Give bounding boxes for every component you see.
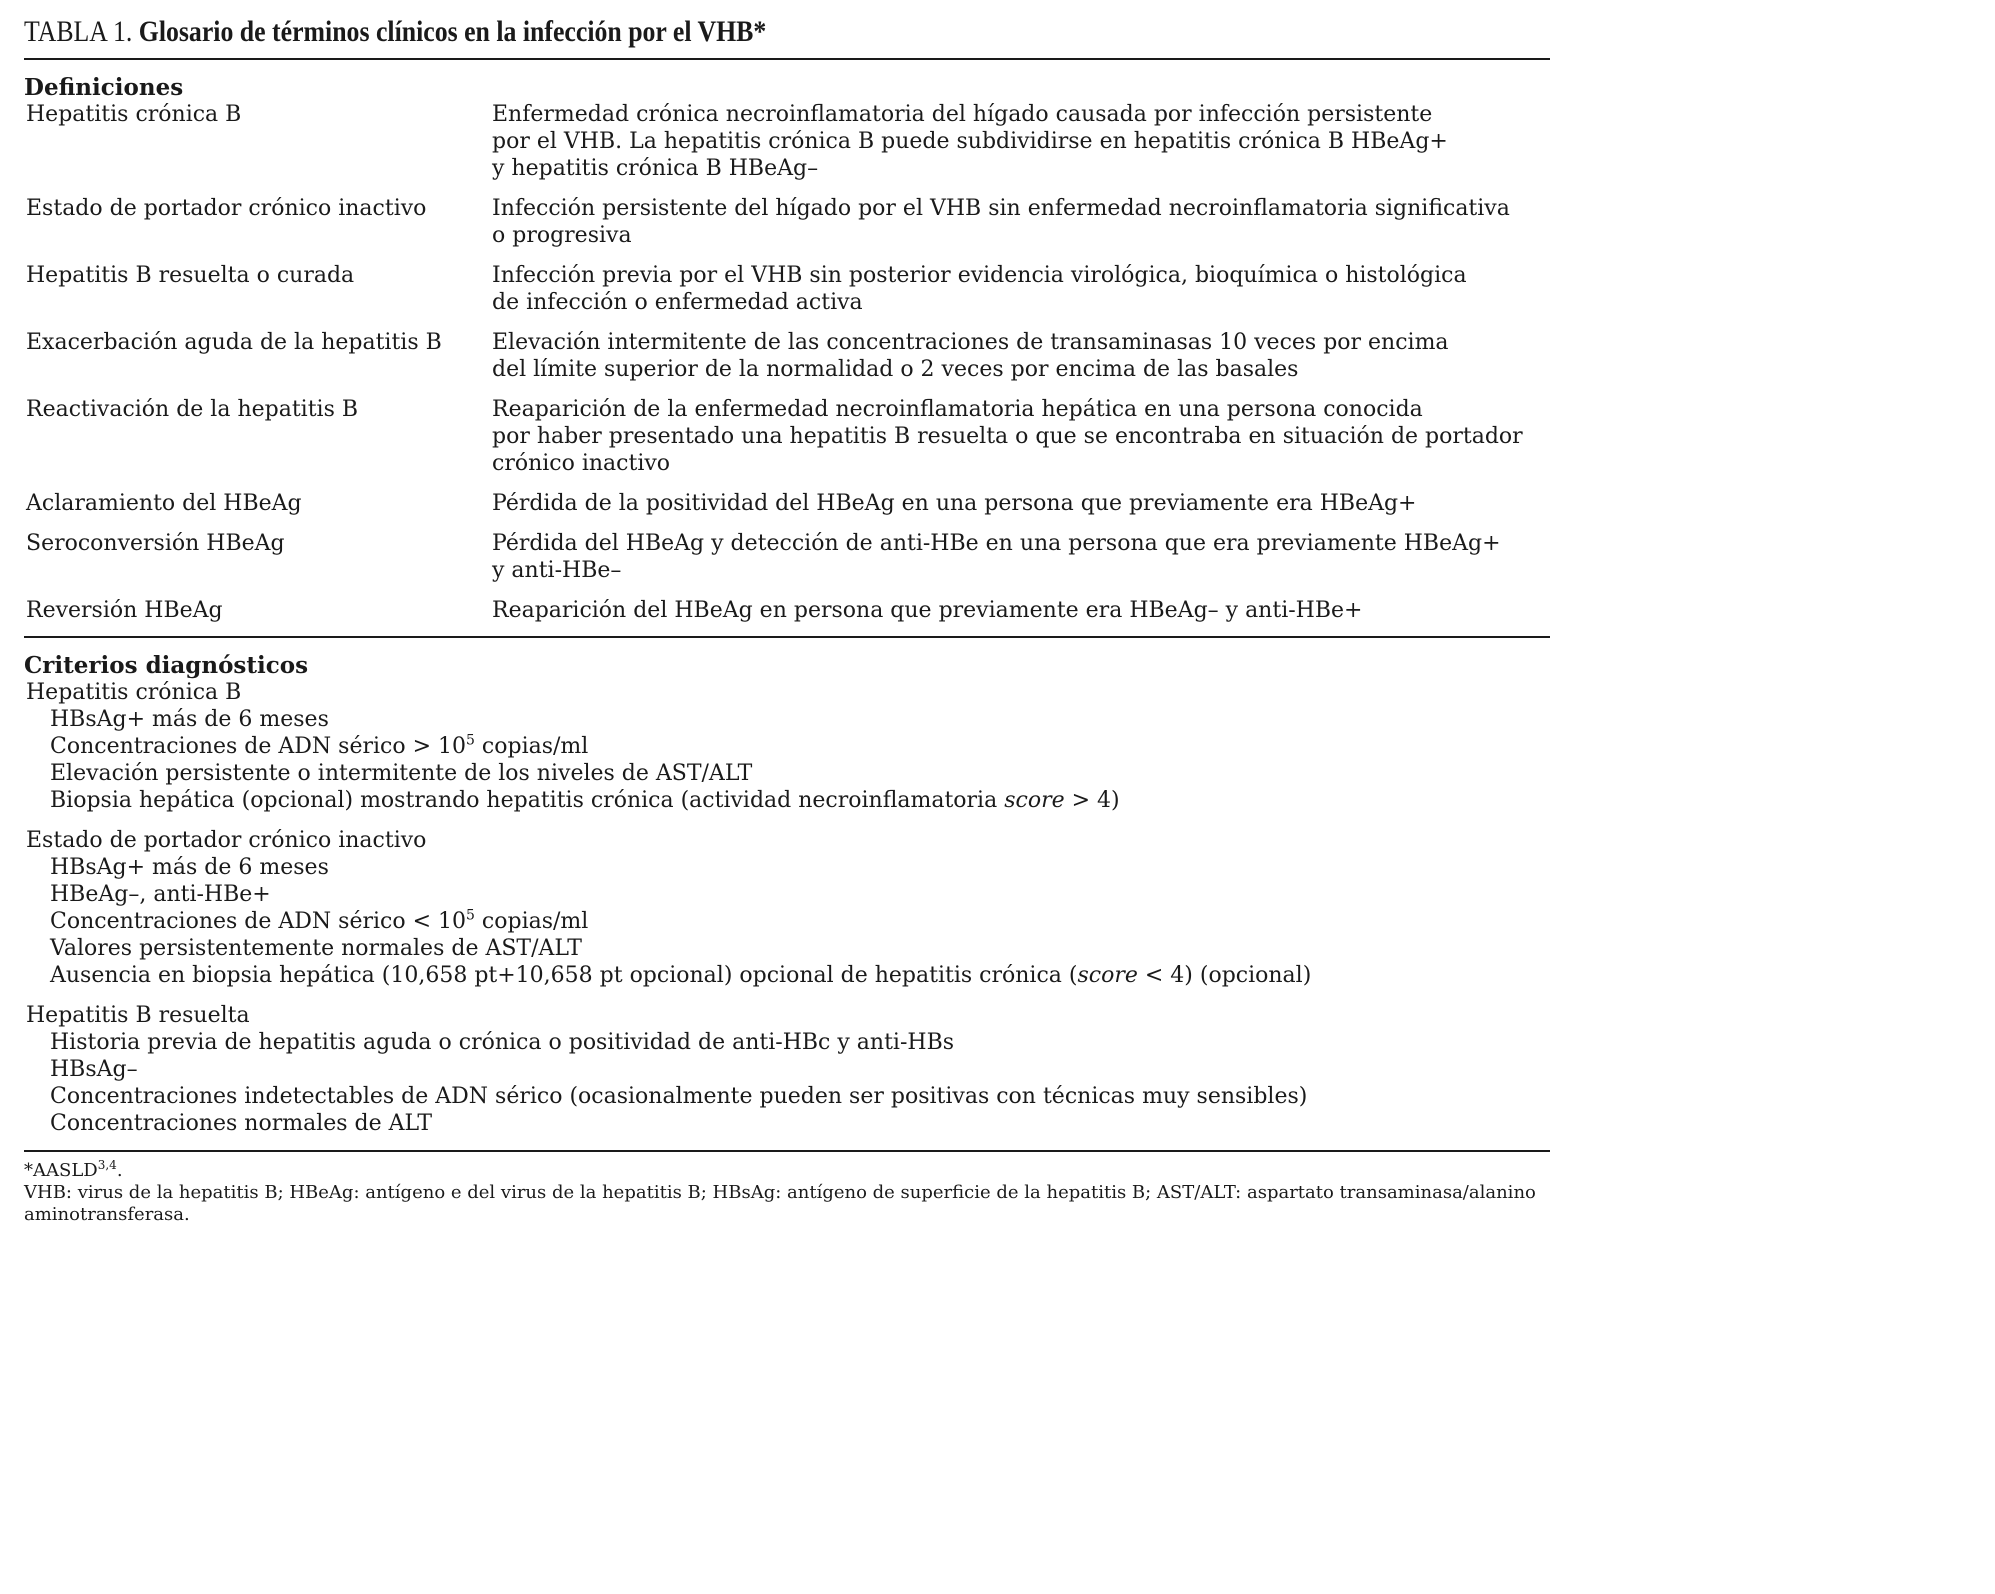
footnote-abbreviations: VHB: virus de la hepatitis B; HBeAg: antígeno e del virus de la hepatitis B; HBsAg: antígeno de superficie de la hepatitis B; AST/ALT: aspartato transaminasa/alanino aminotransferasa. [24, 1182, 1536, 1225]
criteria-group-title: Estado de portador crónico inactivo [26, 828, 427, 853]
definition-description: Enfermedad crónica necroinflamatoria del hígado causada por infección persistente por el VHB. La hepatitis crónica B puede subdividirse en hepatitis crónica B HBeAg+ y hepatitis crónica B HBeAg– [492, 102, 1448, 181]
criteria-item [24, 787, 1550, 814]
footnote-text: . [116, 1160, 123, 1181]
definition-row [24, 329, 1550, 383]
criteria-item: Historia previa de hepatitis aguda o crónica o positividad de anti-HBc y anti-HBs [50, 1030, 955, 1055]
definition-term: Hepatitis B resuelta o curada [26, 263, 355, 288]
definitions-list [24, 101, 1550, 624]
criteria-item-text: copias/ml [474, 909, 589, 934]
criteria-group-title: Hepatitis B resuelta [26, 1003, 250, 1028]
definition-term: Exacerbación aguda de la hepatitis B [26, 330, 442, 355]
table-number: TABLA 1. [24, 15, 133, 48]
definition-term: Reversión HBeAg [26, 598, 223, 623]
footer-rule [24, 1150, 1550, 1152]
definition-term: Estado de portador crónico inactivo [26, 196, 427, 221]
criteria-item-text: copias/ml [474, 734, 589, 759]
criteria-item: Valores persistentemente normales de AST/ALT [50, 936, 582, 961]
exponent: 5 [466, 732, 475, 749]
definition-row [24, 262, 1550, 316]
definition-row [24, 597, 1550, 624]
definition-description: Infección previa por el VHB sin posterior evidencia virológica, bioquímica o histológica de infección o enfermedad activa [492, 263, 1467, 315]
criteria-item [24, 733, 1550, 760]
definition-row [24, 396, 1550, 477]
exponent: 5 [466, 907, 475, 924]
definition-row [24, 195, 1550, 249]
top-rule [24, 58, 1550, 60]
definitions-heading: Definiciones [24, 74, 184, 101]
criteria-item: Concentraciones normales de ALT [50, 1111, 433, 1136]
definition-description: Infección persistente del hígado por el VHB sin enfermedad necroinflamatoria significativa o progresiva [492, 196, 1510, 248]
definition-term: Seroconversión HBeAg [26, 531, 285, 556]
definition-term: Reactivación de la hepatitis B [26, 397, 359, 422]
italic-term: score [1077, 963, 1138, 988]
definition-row [24, 490, 1550, 517]
definition-description: Pérdida de la positividad del HBeAg en una persona que previamente era HBeAg+ [492, 491, 1417, 516]
footnotes [24, 1160, 1550, 1226]
definition-term: Hepatitis crónica B [26, 102, 242, 127]
table-title [24, 14, 1336, 50]
criteria-group-inactive-carrier [24, 827, 1550, 989]
definition-description: Pérdida del HBeAg y detección de anti-HBe en una persona que era previamente HBeAg+ y anti-HBe– [492, 531, 1501, 583]
italic-term: score [1004, 788, 1065, 813]
reference-superscript: 3,4 [97, 1158, 117, 1172]
criteria-item-text: Concentraciones de ADN sérico < 10 [50, 909, 467, 934]
footnote-source [24, 1160, 1550, 1182]
criteria-item-text: > 4) [1064, 788, 1120, 813]
definition-term: Aclaramiento del HBeAg [26, 491, 302, 516]
definition-description: Reaparición de la enfermedad necroinflamatoria hepática en una persona conocida por haber presentado una hepatitis B resuelta o que se encontraba en situación de portador crónico inactivo [492, 397, 1523, 476]
criteria-item-text: Biopsia hepática (opcional) mostrando hepatitis crónica (actividad necroinflamatoria [50, 788, 1005, 813]
definition-description: Elevación intermitente de las concentraciones de transaminasas 10 veces por encima del límite superior de la normalidad o 2 veces por encima de las basales [492, 330, 1449, 382]
criteria-item-text: < 4) (opcional) [1137, 963, 1312, 988]
criteria-heading: Criterios diagnósticos [24, 652, 309, 679]
definition-row [24, 101, 1550, 182]
criteria-group-title: Hepatitis crónica B [26, 680, 242, 705]
criteria-item [24, 962, 1550, 989]
criteria-item: Elevación persistente o intermitente de los niveles de AST/ALT [50, 761, 753, 786]
criteria-item-text: Concentraciones de ADN sérico > 10 [50, 734, 467, 759]
criteria-group-resolved-hepatitis-b [24, 1002, 1550, 1137]
footnote-text: *AASLD [24, 1160, 98, 1181]
criteria-item: HBsAg– [50, 1057, 138, 1082]
table-caption: Glosario de términos clínicos en la infección por el VHB* [138, 15, 767, 48]
criteria-item-text: Ausencia en biopsia hepática (10,658 pt+10,658 pt opcional) opcional de hepatitis crónica ( [50, 963, 1078, 988]
criteria-item: HBeAg–, anti-HBe+ [50, 882, 271, 907]
criteria-item: Concentraciones indetectables de ADN sérico (ocasionalmente pueden ser positivas con técnicas muy sensibles) [50, 1084, 1308, 1109]
criteria-item: HBsAg+ más de 6 meses [50, 707, 329, 732]
definition-description: Reaparición del HBeAg en persona que previamente era HBeAg– y anti-HBe+ [492, 598, 1363, 623]
section-rule [24, 636, 1550, 638]
criteria-item [24, 908, 1550, 935]
criteria-item: HBsAg+ más de 6 meses [50, 855, 329, 880]
definition-row [24, 530, 1550, 584]
criteria-group-chronic-hepatitis-b [24, 679, 1550, 814]
